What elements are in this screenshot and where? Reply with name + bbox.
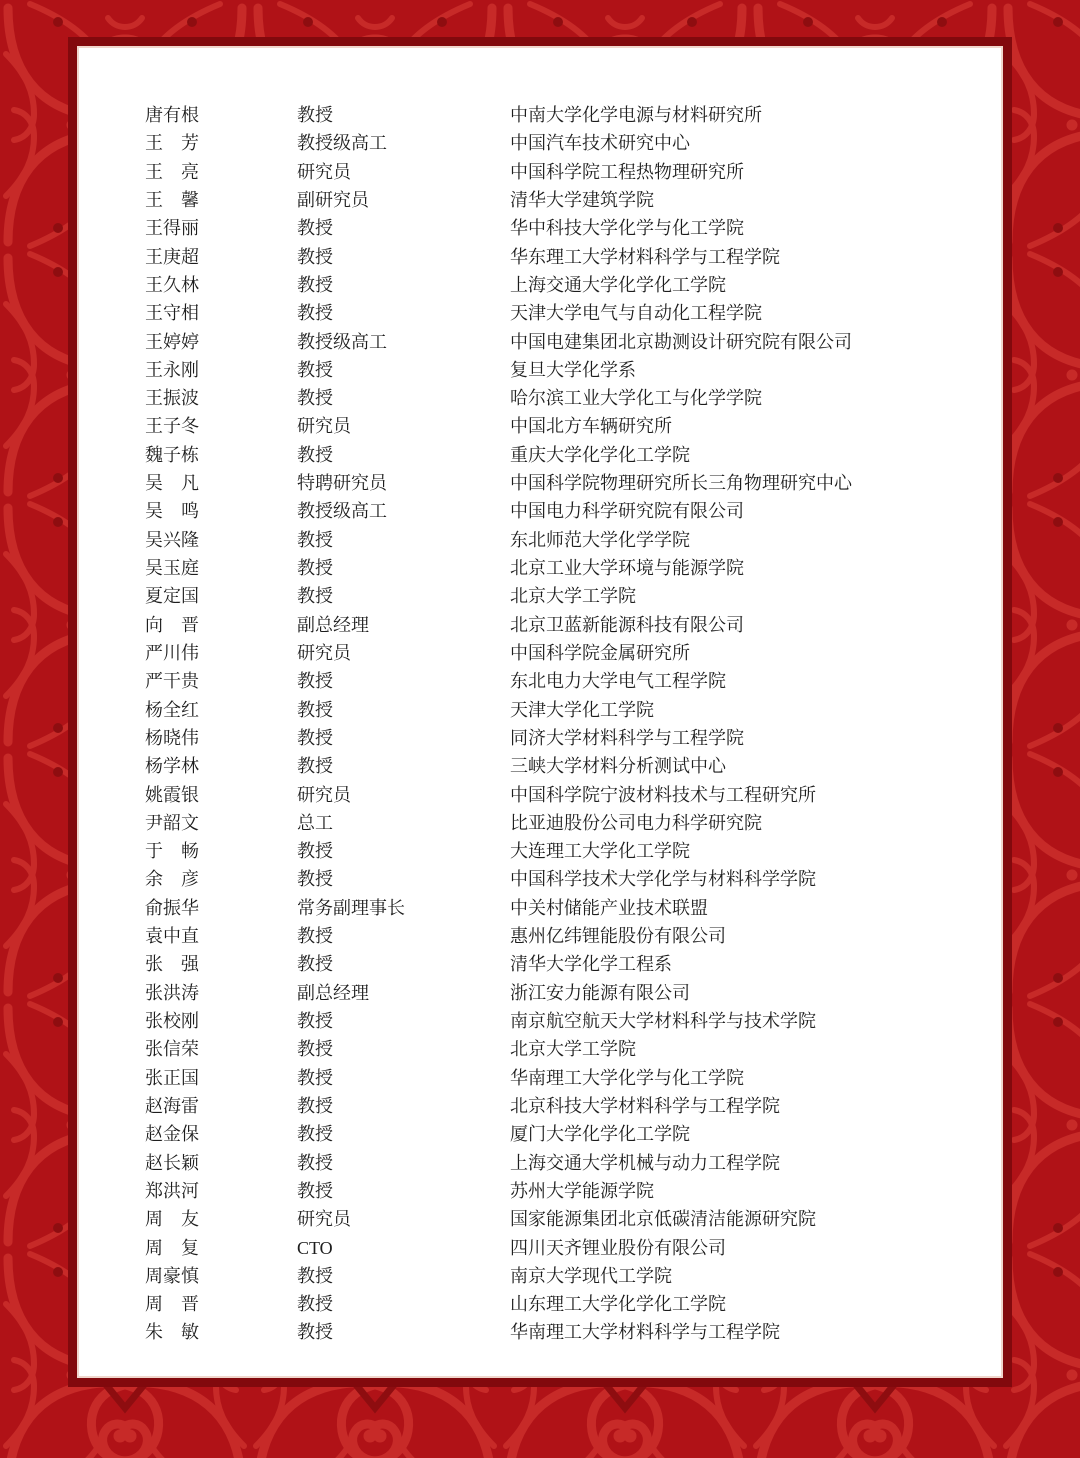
document-page (79, 48, 1001, 1376)
person-name: 袁中直 (145, 926, 199, 947)
person-title: 教授 (297, 869, 333, 890)
directory-row (145, 582, 981, 610)
person-name: 张洪涛 (145, 982, 199, 1003)
person-name: 向 晋 (145, 614, 199, 635)
person-title: 教授级高工 (297, 501, 387, 522)
person-title: 教授级高工 (297, 331, 387, 352)
person-title: 研究员 (297, 642, 351, 663)
person-name: 张正国 (145, 1067, 199, 1088)
person-affiliation: 南京航空航天大学材料科学与技术学院 (510, 1011, 816, 1031)
directory-row (145, 129, 981, 157)
person-title: 特聘研究员 (297, 473, 387, 494)
directory-list (145, 101, 981, 1347)
directory-row (145, 894, 981, 922)
person-name: 杨晓伟 (145, 727, 199, 748)
directory-row (145, 865, 981, 893)
directory-row (145, 412, 981, 440)
person-affiliation: 浙江安力能源有限公司 (510, 982, 690, 1003)
directory-row (145, 441, 981, 469)
person-title: 教授 (297, 756, 333, 777)
directory-row (145, 724, 981, 752)
person-name: 赵金保 (145, 1124, 199, 1145)
directory-row (145, 611, 981, 639)
person-name: 严川伟 (145, 642, 199, 663)
person-name: 杨学林 (145, 756, 199, 777)
person-title: 教授 (297, 105, 333, 125)
person-title: 研究员 (297, 416, 351, 437)
person-name: 尹韶文 (145, 812, 199, 833)
person-name: 唐有根 (145, 105, 199, 125)
person-title: 教授 (297, 954, 333, 975)
person-title: 教授 (297, 529, 333, 550)
person-title: 研究员 (297, 161, 351, 182)
person-affiliation: 大连理工大学化工学院 (510, 841, 690, 862)
person-title: 教授 (297, 1095, 333, 1116)
person-affiliation: 上海交通大学化学化工学院 (510, 274, 726, 295)
person-name: 周 晋 (145, 1294, 199, 1315)
directory-row (145, 1205, 981, 1233)
directory-row (145, 299, 981, 327)
person-name: 王守相 (145, 303, 199, 324)
person-name: 王婷婷 (145, 331, 199, 352)
person-affiliation: 北京大学工学院 (510, 1039, 636, 1060)
directory-row (145, 1035, 981, 1063)
person-affiliation: 华南理工大学材料科学与工程学院 (510, 1322, 780, 1343)
person-affiliation: 天津大学化工学院 (510, 699, 654, 720)
directory-row (145, 1234, 981, 1262)
directory-row (145, 469, 981, 497)
person-title: CTO (297, 1237, 333, 1258)
person-name: 张信荣 (145, 1039, 199, 1060)
directory-row (145, 1120, 981, 1148)
person-title: 教授 (297, 388, 333, 409)
person-name: 王得丽 (145, 218, 199, 239)
person-title: 副总经理 (297, 614, 369, 635)
person-name: 朱 敏 (145, 1322, 199, 1343)
directory-row (145, 271, 981, 299)
person-name: 郑洪河 (145, 1180, 199, 1201)
person-name: 王永刚 (145, 359, 199, 380)
directory-row (145, 384, 981, 412)
person-title: 教授 (297, 1011, 333, 1031)
person-title: 教授 (297, 1322, 333, 1343)
person-affiliation: 中国科学院物理研究所长三角物理研究中心 (510, 473, 852, 494)
person-affiliation: 北京卫蓝新能源科技有限公司 (510, 614, 744, 635)
person-affiliation: 清华大学建筑学院 (510, 189, 654, 210)
person-affiliation: 华南理工大学化学与化工学院 (510, 1067, 744, 1088)
directory-row (145, 1290, 981, 1318)
directory-row (145, 186, 981, 214)
directory-row (145, 950, 981, 978)
person-title: 教授 (297, 274, 333, 295)
person-affiliation: 华东理工大学材料科学与工程学院 (510, 246, 780, 267)
directory-row (145, 1007, 981, 1035)
person-affiliation: 上海交通大学机械与动力工程学院 (510, 1152, 780, 1173)
person-title: 教授 (297, 246, 333, 267)
person-title: 教授 (297, 1265, 333, 1286)
directory-row (145, 639, 981, 667)
directory-row (145, 922, 981, 950)
person-name: 吴 凡 (145, 473, 199, 494)
person-affiliation: 四川天齐锂业股份有限公司 (510, 1237, 726, 1258)
directory-row (145, 497, 981, 525)
person-title: 教授 (297, 359, 333, 380)
person-affiliation: 东北电力大学电气工程学院 (510, 671, 726, 692)
directory-row (145, 526, 981, 554)
person-name: 杨全红 (145, 699, 199, 720)
directory-row (145, 979, 981, 1007)
person-affiliation: 中国科学院工程热物理研究所 (510, 161, 744, 182)
person-name: 吴玉庭 (145, 558, 199, 578)
person-title: 教授级高工 (297, 133, 387, 154)
person-affiliation: 北京工业大学环境与能源学院 (510, 558, 744, 578)
person-name: 张 强 (145, 954, 199, 975)
person-name: 魏子栋 (145, 444, 199, 465)
person-name: 夏定国 (145, 586, 199, 607)
person-affiliation: 中关村储能产业技术联盟 (510, 897, 708, 918)
directory-row (145, 356, 981, 384)
person-title: 教授 (297, 444, 333, 465)
person-affiliation: 北京科技大学材料科学与工程学院 (510, 1095, 780, 1116)
person-affiliation: 山东理工大学化学化工学院 (510, 1294, 726, 1315)
person-affiliation: 重庆大学化学化工学院 (510, 444, 690, 465)
directory-row (145, 752, 981, 780)
person-name: 赵长颖 (145, 1152, 199, 1173)
person-title: 教授 (297, 671, 333, 692)
person-affiliation: 同济大学材料科学与工程学院 (510, 727, 744, 748)
person-name: 姚霞银 (145, 784, 199, 805)
person-affiliation: 中国北方车辆研究所 (510, 416, 672, 437)
person-title: 教授 (297, 1294, 333, 1315)
person-name: 于 畅 (145, 841, 199, 862)
person-affiliation: 三峡大学材料分析测试中心 (510, 756, 726, 777)
person-title: 教授 (297, 1124, 333, 1145)
person-affiliation: 比亚迪股份公司电力科学研究院 (510, 812, 762, 833)
person-title: 教授 (297, 1039, 333, 1060)
directory-row (145, 1149, 981, 1177)
person-affiliation: 中国电建集团北京勘测设计研究院有限公司 (510, 331, 852, 352)
person-title: 教授 (297, 218, 333, 239)
person-title: 副研究员 (297, 189, 369, 210)
directory-row (145, 158, 981, 186)
person-name: 张校刚 (145, 1011, 199, 1031)
person-title: 常务副理事长 (297, 897, 405, 918)
person-title: 教授 (297, 558, 333, 578)
person-title: 副总经理 (297, 982, 369, 1003)
person-name: 王 馨 (145, 189, 199, 210)
person-title: 教授 (297, 841, 333, 862)
directory-row (145, 101, 981, 129)
person-affiliation: 北京大学工学院 (510, 586, 636, 607)
directory-row (145, 1262, 981, 1290)
directory-row (145, 696, 981, 724)
directory-row (145, 243, 981, 271)
person-title: 教授 (297, 699, 333, 720)
person-name: 严干贵 (145, 671, 199, 692)
person-affiliation: 中国科学院金属研究所 (510, 642, 690, 663)
person-title: 教授 (297, 727, 333, 748)
person-affiliation: 中国科学院宁波材料技术与工程研究所 (510, 784, 816, 805)
person-title: 教授 (297, 926, 333, 947)
person-name: 王子冬 (145, 416, 199, 437)
person-title: 教授 (297, 1067, 333, 1088)
person-title: 教授 (297, 303, 333, 324)
person-affiliation: 惠州亿纬锂能股份有限公司 (510, 926, 726, 947)
person-title: 总工 (297, 812, 333, 833)
person-title: 教授 (297, 1152, 333, 1173)
person-affiliation: 中南大学化学电源与材料研究所 (510, 105, 762, 125)
directory-row (145, 554, 981, 582)
directory-row (145, 328, 981, 356)
person-title: 研究员 (297, 784, 351, 805)
person-name: 吴 鸣 (145, 501, 199, 522)
person-name: 赵海雷 (145, 1095, 199, 1116)
directory-row (145, 809, 981, 837)
directory-row (145, 1064, 981, 1092)
directory-row (145, 667, 981, 695)
directory-row (145, 214, 981, 242)
person-name: 王 芳 (145, 133, 199, 154)
directory-row (145, 837, 981, 865)
person-name: 周 友 (145, 1209, 199, 1230)
person-title: 教授 (297, 1180, 333, 1201)
person-name: 周 复 (145, 1237, 199, 1258)
person-affiliation: 东北师范大学化学学院 (510, 529, 690, 550)
person-name: 余 彦 (145, 869, 199, 890)
person-name: 王 亮 (145, 161, 199, 182)
person-name: 周豪慎 (145, 1265, 199, 1286)
person-affiliation: 哈尔滨工业大学化工与化学学院 (510, 388, 762, 409)
person-affiliation: 苏州大学能源学院 (510, 1180, 654, 1201)
person-name: 王振波 (145, 388, 199, 409)
person-affiliation: 华中科技大学化学与化工学院 (510, 218, 744, 239)
person-affiliation: 中国电力科学研究院有限公司 (510, 501, 744, 522)
person-name: 俞振华 (145, 897, 199, 918)
person-title: 教授 (297, 586, 333, 607)
directory-row (145, 1177, 981, 1205)
person-affiliation: 中国科学技术大学化学与材料科学学院 (510, 869, 816, 890)
person-affiliation: 天津大学电气与自动化工程学院 (510, 303, 762, 324)
person-affiliation: 复旦大学化学系 (510, 359, 636, 380)
person-title: 研究员 (297, 1209, 351, 1230)
directory-row (145, 1318, 981, 1346)
person-affiliation: 南京大学现代工学院 (510, 1265, 672, 1286)
directory-row (145, 781, 981, 809)
person-affiliation: 中国汽车技术研究中心 (510, 133, 690, 154)
person-affiliation: 清华大学化学工程系 (510, 954, 672, 975)
person-name: 吴兴隆 (145, 529, 199, 550)
person-affiliation: 国家能源集团北京低碳清洁能源研究院 (510, 1209, 816, 1230)
person-name: 王庚超 (145, 246, 199, 267)
directory-row (145, 1092, 981, 1120)
person-name: 王久林 (145, 274, 199, 295)
person-affiliation: 厦门大学化学化工学院 (510, 1124, 690, 1145)
